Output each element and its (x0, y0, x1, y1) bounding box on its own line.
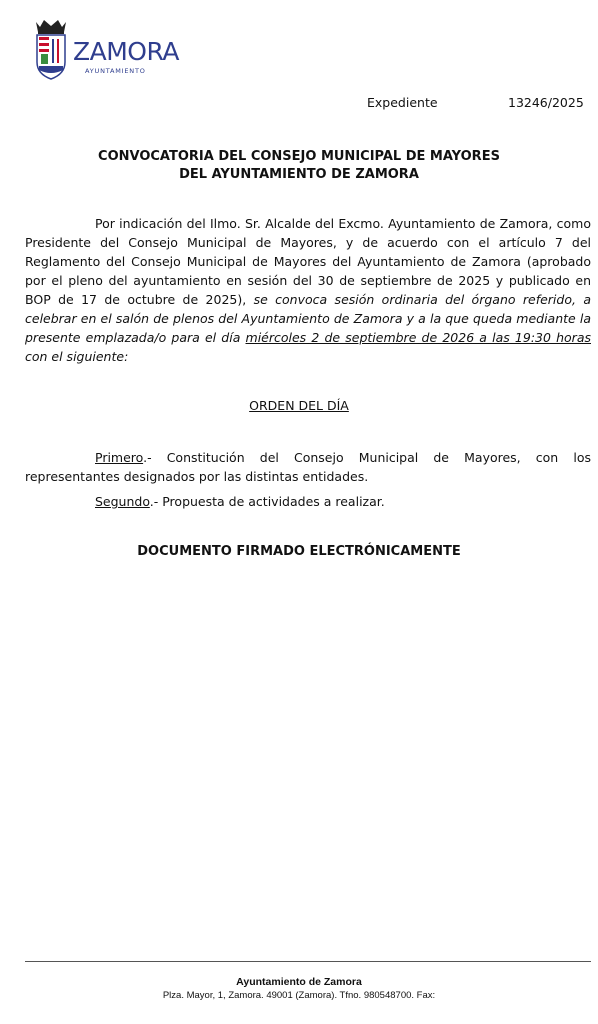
intro-italic-end: con el siguiente: (25, 349, 129, 364)
expediente-label: Expediente (367, 95, 438, 110)
footer-address: Plza. Mayor, 1, Zamora. 49001 (Zamora). Tfno. 980548700. Fax: (162, 990, 436, 1001)
coat-of-arms-icon (30, 18, 72, 82)
intro-text: Por indicación del Ilmo. Sr. Alcalde del Excmo. Ayuntamiento de Zamora, como Presidente del Consejo Municipal de Mayores, y de acuerdo con el artículo 7 del Reglamento del Consejo Municipal de Mayores del Ayuntamiento de Zamora (aprobado por el pleno del ayuntamiento en sesión del 30 de septiembre de 2025 y publicado en BOP de 17 de octubre de 2025), (25, 216, 591, 307)
agenda-heading: ORDEN DEL DÍA (249, 398, 349, 413)
convocation-paragraph (25, 214, 591, 366)
document-title-line-1: CONVOCATORIA DEL CONSEJO MUNICIPAL DE MAYORES (98, 149, 500, 164)
agenda-item-text: .- Propuesta de actividades a realizar. (149, 494, 385, 509)
logo-wordmark: ZAMORA (73, 37, 179, 66)
footer-organization: Ayuntamiento de Zamora (236, 976, 362, 988)
logo-subtitle: AYUNTAMIENTO (85, 67, 146, 75)
zamora-logo (30, 18, 200, 82)
agenda-item (25, 448, 591, 486)
agenda-item-text: .- Constitución del Consejo Municipal de Mayores, con los representantes designados por las distintas entidades. (25, 450, 591, 484)
document-title-line-2: DEL AYUNTAMIENTO DE ZAMORA (179, 167, 419, 182)
agenda-item-label: Segundo (95, 494, 150, 509)
agenda-item (25, 492, 591, 511)
footer-divider (25, 961, 591, 962)
intro-italic-text: se convoca sesión ordinaria del órgano referido, a celebrar en el salón de plenos del Ayuntamiento de Zamora y a la que queda mediante la presente emplazada/o para el día (25, 292, 591, 345)
agenda-item-label: Primero (95, 450, 144, 465)
meeting-date: miércoles 2 de septiembre de 2026 a las 19:30 horas (245, 330, 591, 345)
expediente-number: 13246/2025 (508, 95, 584, 110)
signature-notice: DOCUMENTO FIRMADO ELECTRÓNICAMENTE (137, 544, 461, 559)
